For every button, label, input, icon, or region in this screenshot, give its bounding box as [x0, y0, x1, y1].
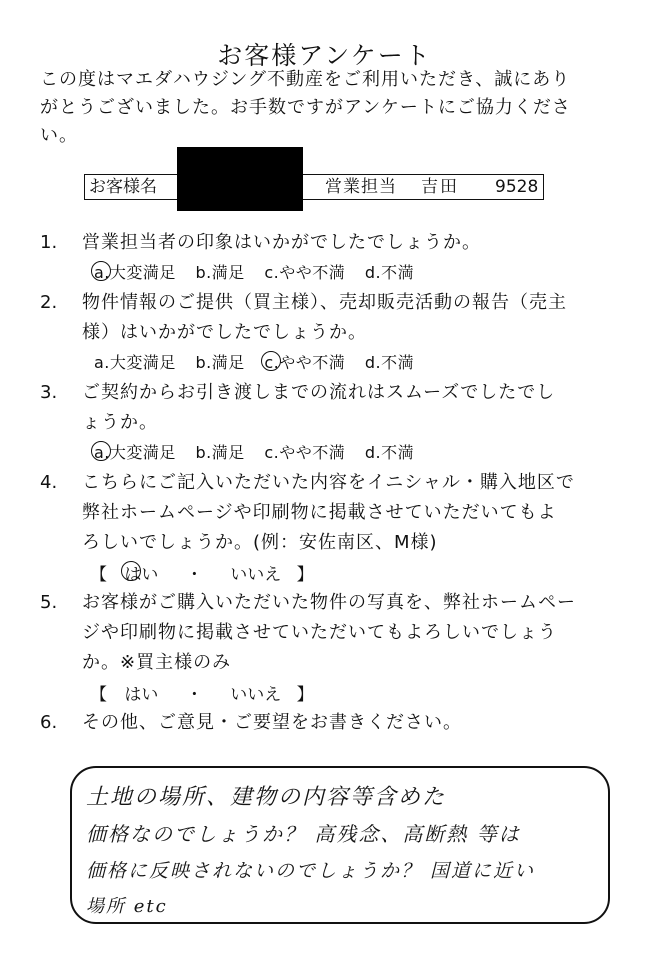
- page-title: お客様アンケート: [217, 41, 432, 70]
- question-4-text: [82, 468, 612, 558]
- question-4-yes-no: [90, 560, 314, 585]
- question-5-text: [82, 588, 612, 678]
- option-d[interactable]: d.不満: [364, 263, 415, 282]
- question-line: こちらにご記入いただいた内容をイニシャル・購入地区で: [82, 472, 575, 493]
- question-line: か。※買主様のみ: [82, 652, 232, 673]
- question-number: 5.: [40, 592, 58, 613]
- intro-line-3: い。: [40, 125, 78, 146]
- option-b[interactable]: b.満足: [195, 263, 245, 282]
- question-3-text: [82, 378, 612, 438]
- handwritten-line-4: 場所 etc: [86, 896, 168, 917]
- question-number: 2.: [40, 292, 58, 313]
- question-line: 営業担当者の印象はいかがでしたでしょうか。: [82, 232, 481, 253]
- bracket-close: 】: [296, 685, 314, 705]
- bracket-open: 【: [90, 565, 107, 585]
- question-line: ろしいでしょうか。(例：安佐南区、M様): [82, 532, 438, 553]
- question-line: ご契約からお引き渡しまでの流れはスムーズでしたでし: [82, 382, 556, 403]
- handwritten-line-1: 土地の場所、建物の内容等含めた: [86, 785, 447, 810]
- option-b[interactable]: b.満足: [195, 443, 245, 462]
- question-5-yes-no: [90, 680, 314, 705]
- separator: ・: [185, 685, 203, 705]
- question-line: 物件情報のご提供（買主様）、売却販売活動の報告（売主: [82, 292, 567, 313]
- staff-code: 9528: [495, 177, 539, 197]
- yes-option[interactable]: はい: [124, 685, 159, 705]
- option-c-selected[interactable]: c.やや不満: [264, 350, 345, 373]
- staff-label: 営業担当: [325, 177, 397, 197]
- handwritten-line-2: 価格なのでしょうか？ 高残念、高断熱 等は: [86, 822, 521, 846]
- intro-line-2: がとうございました。お手数ですがアンケートにご協力くださ: [40, 97, 571, 118]
- separator: ・: [185, 565, 203, 585]
- question-line: ジや印刷物に掲載させていただいてもよろしいでしょう: [82, 622, 557, 643]
- yes-option-selected[interactable]: はい: [124, 560, 158, 585]
- option-c[interactable]: c.やや不満: [264, 443, 346, 462]
- no-option[interactable]: いいえ: [230, 685, 282, 705]
- comment-box[interactable]: [70, 766, 610, 924]
- bracket-open: 【: [90, 685, 107, 705]
- question-number: 3.: [40, 382, 58, 403]
- question-number: 6.: [40, 712, 58, 733]
- intro-line-1: この度はマエダハウジング不動産をご利用いただき、誠にあり: [40, 69, 571, 90]
- no-option[interactable]: いいえ: [230, 565, 282, 585]
- question-number: 1.: [40, 232, 58, 253]
- question-line: 様）はいかがでしたでしょうか。: [82, 322, 367, 343]
- option-d[interactable]: d.不満: [364, 443, 415, 462]
- question-line: 弊社ホームページや印刷物に掲載させていただいてもよ: [82, 502, 557, 523]
- option-d[interactable]: d.不満: [364, 353, 415, 372]
- option-b[interactable]: b.満足: [195, 353, 245, 372]
- handwritten-line-3: 価格に反映されないのでしょうか？ 国道に近い: [86, 860, 536, 882]
- customer-name-label: お客様名: [89, 177, 157, 197]
- option-c[interactable]: c.やや不満: [264, 263, 346, 282]
- option-a-selected[interactable]: a.大変満足: [94, 260, 176, 283]
- question-6-text: [82, 708, 612, 738]
- question-line: お客様がご購入いただいた物件の写真を、弊社ホームペー: [82, 592, 576, 613]
- question-2-text: [82, 288, 612, 348]
- question-1-options: [94, 260, 428, 283]
- customer-info-box: [84, 174, 544, 200]
- question-1-text: [82, 228, 612, 258]
- question-line: その他、ご意見・ご要望をお書きください。: [82, 712, 462, 733]
- redaction-block: [177, 147, 303, 211]
- bracket-close: 】: [296, 565, 314, 585]
- question-number: 4.: [40, 472, 58, 493]
- question-3-options: [94, 440, 428, 463]
- staff-name: 吉田: [421, 177, 459, 197]
- option-a-selected[interactable]: a.大変満足: [94, 440, 176, 463]
- question-line: ょうか。: [82, 412, 158, 433]
- option-a[interactable]: a.大変満足: [94, 353, 176, 372]
- question-2-options: [94, 350, 428, 373]
